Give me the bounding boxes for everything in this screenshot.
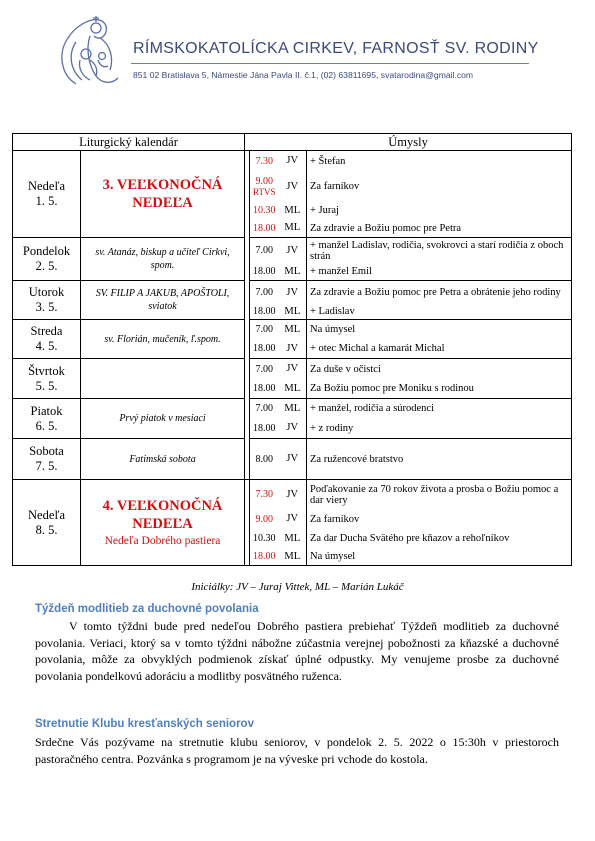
mass-time: 9.00 [250, 510, 279, 529]
celebrant: JV [279, 439, 307, 480]
day-cell: Nedeľa 8. 5. [13, 480, 81, 566]
celebrant: ML [279, 264, 307, 281]
mass-time: 10.30 [250, 202, 279, 220]
celebrant: ML [279, 549, 307, 566]
intention: + z rodiny [307, 419, 572, 439]
intention: Za farníkov [307, 172, 572, 202]
intention: + Ladislav [307, 305, 572, 320]
celebrant: JV [279, 510, 307, 529]
celebrant: JV [279, 172, 307, 202]
liturgical-calendar-table [12, 133, 572, 566]
parish-logo-icon [56, 14, 126, 86]
day-cell: Utorok 3. 5. [13, 281, 81, 320]
intention: Za dar Ducha Svätého pre kňazov a rehoľníkov [307, 529, 572, 549]
intention: Poďakovanie za 70 rokov života a prosba o Božiu pomoc a dar viery [307, 480, 572, 510]
broadcast-note: RTVS [253, 186, 276, 197]
section-title-vocations: Týždeň modlitieb za duchovné povolania [35, 603, 259, 615]
mass-time: 10.30 [250, 529, 279, 549]
celebrant: JV [279, 281, 307, 305]
intention: + manžel Ladislav, rodičia, svokrovci a starí rodičia z oboch strán [307, 238, 572, 264]
feast-cell: Fatimská sobota [81, 439, 245, 480]
header-intentions: Úmysly [245, 134, 572, 151]
intention: Za duše v očistci [307, 359, 572, 380]
intention: + Štefan [307, 151, 572, 172]
mass-time: 18.00 [250, 264, 279, 281]
section-text-vocations: V tomto týždni bude pred nedeľou Dobrého pastiera prebiehať Týždeň modlitieb za duchovné povolania. Veriaci, ktorý sa v tomto týždni nábožne zúčastnia verejnej pobožnosti za kňazské a duchovné povolania, môže za obvyklých podmienok získať úplné odpustky. My venujeme prosbe za duchovné povolania pondelkovú adoráciu a modlitby posvätného ruženca. [35, 619, 559, 683]
organization-name: RÍMSKOKATOLÍCKA CIRKEV, FARNOSŤ SV. RODINY [133, 40, 539, 57]
mass-time: 18.00 [250, 419, 279, 439]
celebrant: JV [279, 238, 307, 264]
intention: + manžel, rodičia a súrodenci [307, 399, 572, 419]
intention: Za zdravie a Božiu pomoc pre Petra [307, 220, 572, 238]
feast-cell: Prvý piatok v mesiaci [81, 399, 245, 439]
intention: Za ružencové bratstvo [307, 439, 572, 480]
mass-time: 18.00 [250, 305, 279, 320]
mass-time: 7.00 [250, 320, 279, 340]
feast-cell: 4. VEĽKONOČNÁ NEDEĽA Nedeľa Dobrého pastiera [81, 480, 245, 566]
day-cell: Nedeľa 1. 5. [13, 151, 81, 238]
intention: + otec Michal a kamarát Michal [307, 340, 572, 359]
celebrant: JV [279, 480, 307, 510]
mass-time: 7.00 [250, 281, 279, 305]
feast-cell: 3. VEĽKONOČNÁ NEDEĽA [81, 151, 245, 238]
feast-cell [81, 359, 245, 399]
day-cell: Sobota 7. 5. [13, 439, 81, 480]
intention: + manžel Emil [307, 264, 572, 281]
mass-time: 7.00 [250, 359, 279, 380]
mass-time: 7.30 [250, 480, 279, 510]
mass-time: 8.00 [250, 439, 279, 480]
day-cell: Piatok 6. 5. [13, 399, 81, 439]
mass-time: 9.00 RTVS [250, 172, 279, 202]
header-divider [131, 63, 529, 64]
mass-time: 7.00 [250, 399, 279, 419]
celebrant: ML [279, 380, 307, 399]
day-cell: Pondelok 2. 5. [13, 238, 81, 281]
section-title-seniors: Stretnutie Klubu kresťanských seniorov [35, 718, 254, 730]
intention: Na úmysel [307, 549, 572, 566]
feast-subtitle: Nedeľa Dobrého pastiera [104, 534, 221, 547]
intention: Na úmysel [307, 320, 572, 340]
celebrant: ML [279, 320, 307, 340]
feast-cell: sv. Atanáz, biskup a učiteľ Cirkvi, spom. [81, 238, 245, 281]
mass-time: 18.00 [250, 340, 279, 359]
celebrant: JV [279, 359, 307, 380]
intention: + Juraj [307, 202, 572, 220]
celebrant: JV [279, 419, 307, 439]
feast-cell: SV. FILIP A JAKUB, APOŠTOLI, sviatok [81, 281, 245, 320]
mass-time: 7.30 [250, 151, 279, 172]
mass-time: 18.00 [250, 220, 279, 238]
celebrant: ML [279, 202, 307, 220]
organization-address: 851 02 Bratislava 5, Námestie Jána Pavla II. č.1, (02) 63811695, svatarodina@gmail.com [133, 70, 474, 80]
header-calendar: Liturgický kalendár [13, 134, 245, 151]
intention: Za Božiu pomoc pre Moniku s rodinou [307, 380, 572, 399]
feast-cell: sv. Florián, mučeník, ľ.spom. [81, 320, 245, 359]
day-cell: Štvrtok 5. 5. [13, 359, 81, 399]
celebrant: JV [279, 151, 307, 172]
mass-time: 18.00 [250, 549, 279, 566]
celebrant: ML [279, 399, 307, 419]
celebrant: ML [279, 220, 307, 238]
mass-time: 7.00 [250, 238, 279, 264]
mass-time: 18.00 [250, 380, 279, 399]
intention: Za farníkov [307, 510, 572, 529]
celebrant-initials: Iniciálky: JV – Juraj Vittek, ML – Marián Lukáč [191, 581, 404, 593]
celebrant: ML [279, 529, 307, 549]
section-text-seniors: Srdečne Vás pozývame na stretnutie klubu seniorov, v pondelok 2. 5. 2022 o 15:30h v priestoroch pastoračného centra. Pozvánka s programom je na výveske pri vchode do kostola. [35, 735, 559, 766]
celebrant: ML [279, 305, 307, 320]
day-cell: Streda 4. 5. [13, 320, 81, 359]
intention: Za zdravie a Božiu pomoc pre Petra a obrátenie jeho rodiny [307, 281, 572, 305]
celebrant: JV [279, 340, 307, 359]
